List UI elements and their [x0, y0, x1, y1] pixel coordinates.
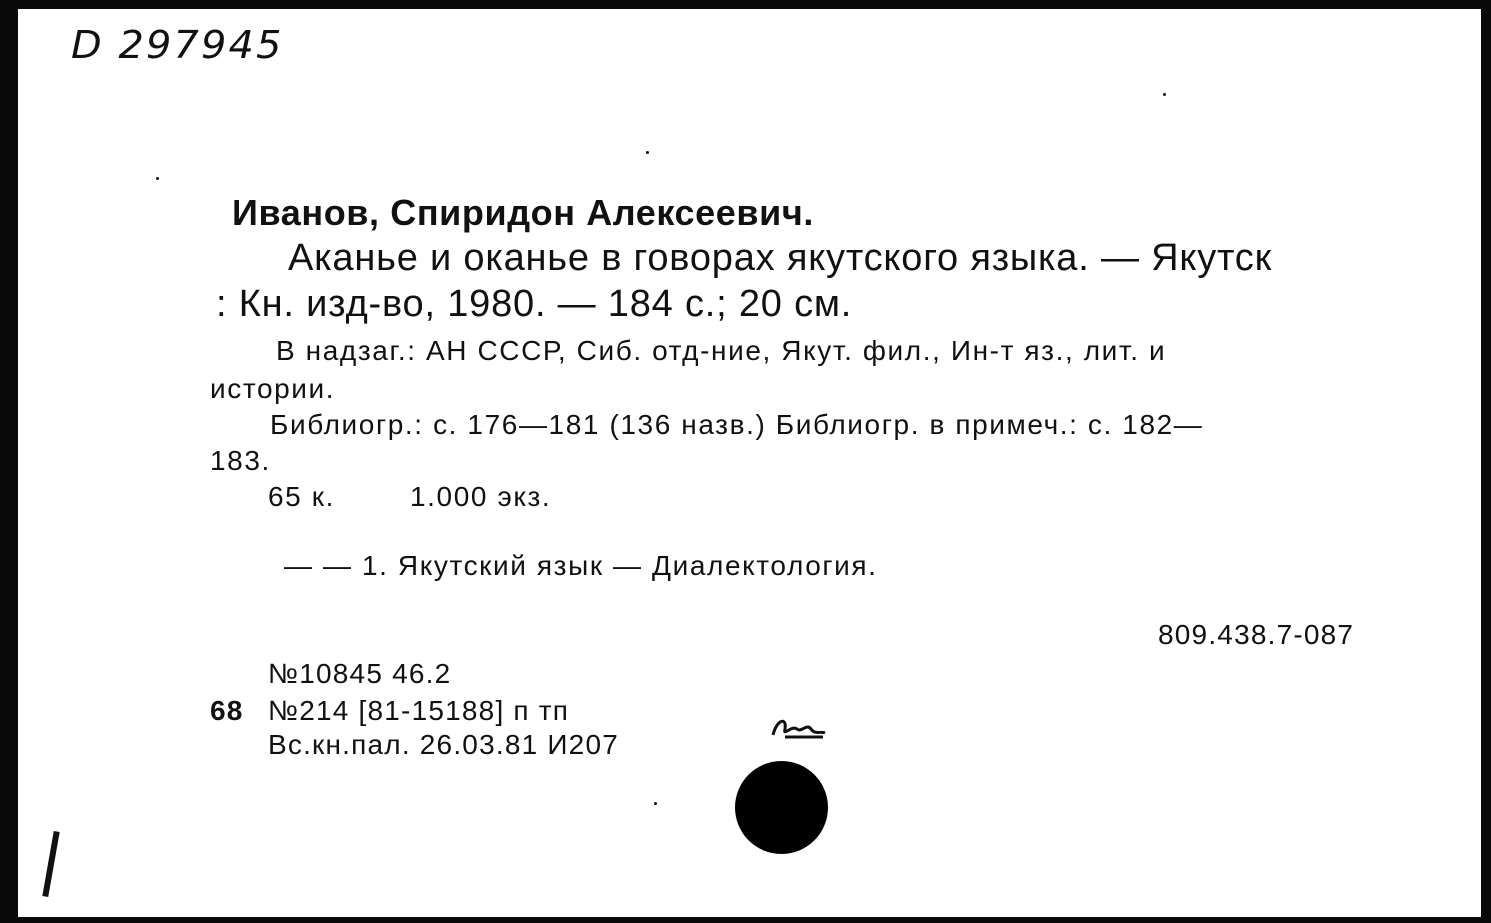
punch-hole: [735, 761, 828, 854]
udc-code: 809.438.7-087: [1158, 619, 1355, 650]
handwritten-card-number: D 297945: [70, 23, 284, 67]
speck: [156, 177, 159, 180]
initials-mark: [763, 707, 833, 747]
record-number: №10845 46.2: [268, 658, 452, 689]
speck: [1163, 93, 1166, 96]
pen-stroke-mark: [42, 831, 59, 897]
bibliography-line-1: Библиогр.: с. 176—181 (136 назв.) Библиогр. в примеч.: с. 182—: [270, 409, 1204, 440]
title-line-1: Аканье и оканье в говорах якутского языка. — Якутск: [288, 237, 1273, 279]
title-line-2: : Кн. изд-во, 1980. — 184 с.; 20 см.: [216, 283, 853, 325]
chamber-number: №214 [81-15188] п тп: [268, 695, 570, 726]
bibliography-line-2: 183.: [210, 445, 271, 476]
author-heading: Иванов, Спиридон Алексеевич.: [232, 192, 814, 233]
speck: [646, 151, 649, 154]
note-line-2: истории.: [210, 373, 336, 404]
subject-heading: — — 1. Якутский язык — Диалектология.: [284, 550, 878, 581]
speck: [654, 802, 657, 805]
price: 65 к.: [268, 481, 335, 512]
chamber-date: Вс.кн.пал. 26.03.81 И207: [268, 729, 619, 760]
chamber-prefix: 68: [210, 695, 244, 726]
note-line-1: В надзаг.: АН СССР, Сиб. отд-ние, Якут. фил., Ин-т яз., лит. и: [276, 335, 1167, 366]
print-run: 1.000 экз.: [410, 481, 552, 512]
